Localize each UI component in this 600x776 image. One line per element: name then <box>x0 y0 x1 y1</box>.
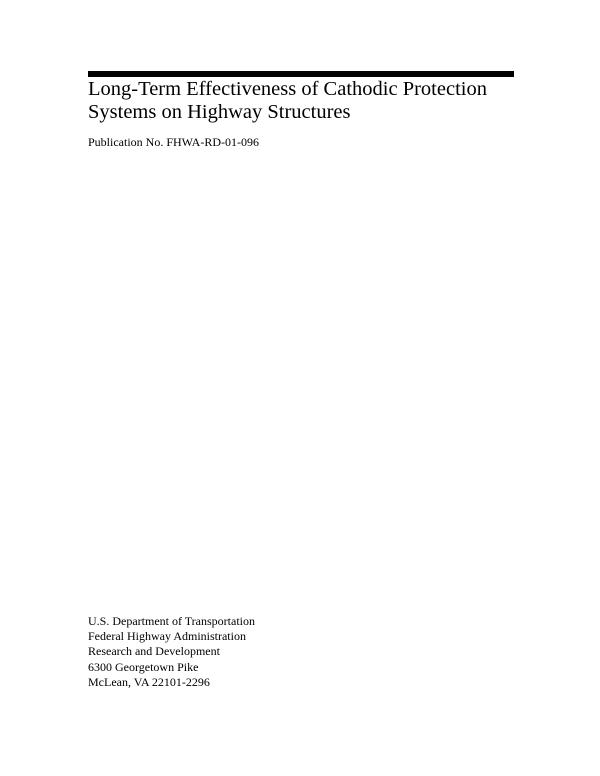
title-line-2: Systems on Highway Structures <box>88 101 351 123</box>
address-line-city: McLean, VA 22101-2296 <box>88 674 210 689</box>
publication-number: Publication No. FHWA-RD-01-096 <box>88 135 259 149</box>
title-rule <box>88 71 514 77</box>
title-line-1: Long-Term Effectiveness of Cathodic Protection <box>88 78 487 100</box>
agency-address <box>88 614 255 690</box>
address-line-department: U.S. Department of Transportation <box>88 614 255 628</box>
address-line-administration: Federal Highway Administration <box>88 629 246 644</box>
address-line-office: Research and Development <box>88 644 220 659</box>
address-line-street: 6300 Georgetown Pike <box>88 659 199 674</box>
document-title <box>88 78 518 124</box>
